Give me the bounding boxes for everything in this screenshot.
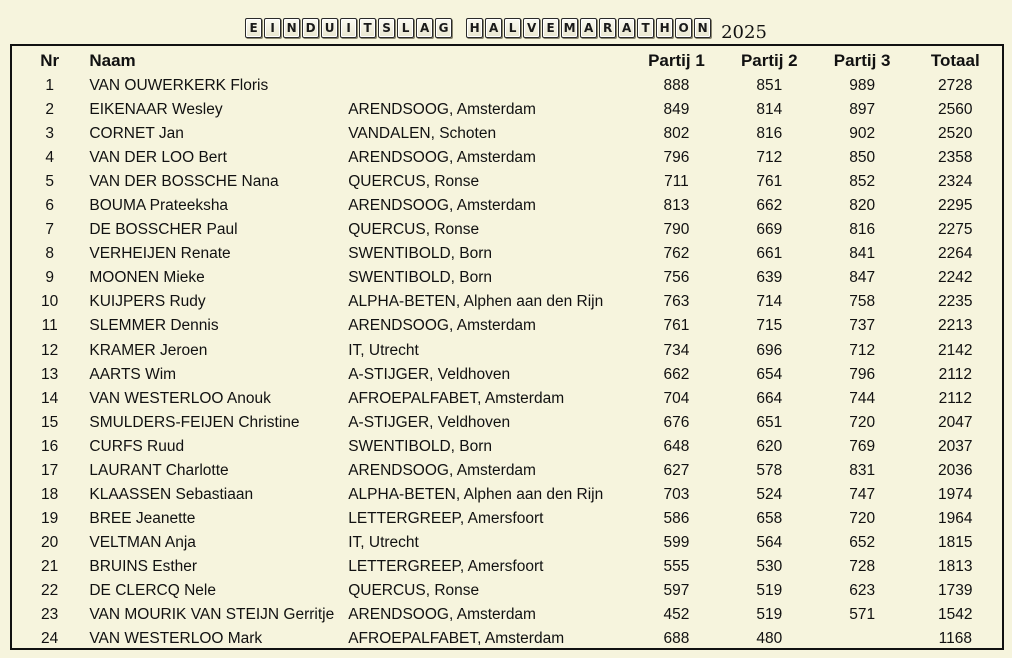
cell-nr: 16	[41, 437, 59, 455]
cell-totaal: 2235	[938, 293, 973, 311]
table-row	[12, 170, 1002, 194]
table-row	[12, 218, 1002, 242]
cell-p1: 849	[663, 101, 690, 119]
header-naam: Naam	[89, 51, 136, 70]
cell-p1: 627	[663, 461, 690, 479]
table-row	[12, 363, 1002, 387]
cell-p3: 820	[849, 197, 876, 215]
cell-p1: 796	[663, 149, 690, 167]
cell-totaal: 2036	[938, 461, 973, 479]
cell-naam: KRAMER Jeroen	[89, 341, 208, 359]
cell-totaal: 2560	[938, 101, 973, 119]
cell-p3: 989	[849, 77, 876, 95]
cell-naam: BRUINS Esther	[89, 557, 198, 575]
cell-club	[348, 74, 630, 98]
cell-totaal: 2142	[938, 341, 973, 359]
cell-club: ARENDSOOG, Amsterdam	[348, 101, 536, 119]
cell-naam: VAN DER BOSSCHE Nana	[89, 173, 279, 191]
cell-naam: KLAASSEN Sebastiaan	[89, 485, 254, 503]
title-letter-tile: A	[485, 18, 502, 38]
cell-p2: 715	[756, 317, 783, 335]
cell-p1: 813	[663, 197, 690, 215]
cell-p3: 897	[849, 101, 876, 119]
table-row	[12, 603, 1002, 627]
cell-totaal: 1739	[938, 582, 973, 599]
table-row	[12, 411, 1002, 435]
cell-nr: 20	[41, 533, 59, 551]
header-partij-2: Partij 2	[740, 51, 798, 70]
cell-p1: 790	[663, 221, 690, 239]
header-totaal: Totaal	[930, 51, 980, 70]
cell-p1: 662	[663, 365, 690, 383]
table-row	[12, 579, 1002, 603]
cell-naam: VERHEIJEN Renate	[89, 245, 231, 263]
cell-p1: 888	[663, 77, 690, 95]
cell-nr: 24	[41, 630, 59, 648]
cell-club: LETTERGREEP, Amersfoort	[348, 557, 544, 575]
cell-p1: 802	[663, 125, 690, 143]
cell-club: VANDALEN, Schoten	[348, 125, 497, 143]
cell-naam: BOUMA Prateeksha	[89, 197, 229, 215]
table-row	[12, 194, 1002, 218]
title-letter-tile: H	[656, 18, 673, 38]
title-letter-tile: E	[542, 18, 559, 38]
cell-p2: 814	[756, 101, 783, 119]
cell-club: AFROEPALFABET, Amsterdam	[348, 389, 565, 407]
title-word-2	[466, 18, 713, 38]
cell-p3: 744	[849, 389, 876, 407]
table-row	[12, 627, 1002, 651]
title-letter-tile: M	[561, 18, 578, 38]
cell-p3: 720	[849, 413, 876, 431]
cell-totaal: 2112	[938, 389, 972, 407]
cell-p1: 599	[663, 533, 690, 551]
table-row	[12, 555, 1002, 579]
cell-naam: DE BOSSCHER Paul	[89, 221, 238, 239]
cell-totaal: 2520	[938, 125, 973, 143]
cell-p2: 658	[756, 509, 783, 527]
title-letter-tile: G	[435, 18, 452, 38]
title-letter-tile: V	[523, 18, 540, 38]
cell-p1: 761	[663, 317, 690, 335]
title-letter-tile: I	[264, 18, 281, 38]
table-row	[12, 435, 1002, 459]
cell-p2: 669	[756, 221, 783, 239]
cell-p2: 664	[756, 389, 783, 407]
cell-naam: CURFS Ruud	[89, 437, 185, 455]
cell-nr: 13	[41, 365, 59, 383]
title-letter-tile: H	[466, 18, 483, 38]
title-word-1	[245, 18, 454, 38]
cell-naam: VAN MOURIK VAN STEIJN Gerritje	[89, 606, 335, 624]
cell-club: ALPHA-BETEN, Alphen aan den Rijn	[348, 485, 604, 503]
cell-club: SWENTIBOLD, Born	[348, 437, 493, 455]
cell-p2: 519	[756, 606, 783, 624]
cell-naam: SMULDERS-FEIJEN Christine	[89, 413, 300, 431]
cell-p1: 734	[663, 341, 690, 359]
cell-p1: 452	[663, 606, 690, 624]
cell-naam: KUIJPERS Rudy	[89, 293, 206, 311]
cell-p1: 597	[663, 582, 690, 599]
cell-totaal: 2264	[938, 245, 973, 263]
cell-p1: 711	[664, 173, 689, 191]
cell-p3: 852	[849, 173, 876, 191]
cell-nr: 17	[41, 461, 59, 479]
cell-p3: 728	[849, 557, 876, 575]
cell-totaal: 2213	[938, 317, 973, 335]
header-nr: Nr	[40, 51, 60, 70]
results-frame	[10, 44, 1004, 650]
cell-nr: 8	[45, 245, 54, 263]
cell-p2: 564	[756, 533, 783, 551]
cell-totaal: 1168	[938, 630, 972, 648]
cell-p3: 796	[849, 365, 876, 383]
cell-nr: 5	[45, 173, 54, 191]
cell-p3	[816, 627, 909, 651]
table-row	[12, 387, 1002, 411]
cell-nr: 6	[45, 197, 54, 215]
title-letter-tile: N	[694, 18, 711, 38]
cell-nr: 4	[45, 149, 54, 167]
table-row	[12, 507, 1002, 531]
cell-p1: 704	[663, 389, 690, 407]
cell-club: ARENDSOOG, Amsterdam	[348, 149, 536, 167]
cell-nr: 11	[41, 317, 58, 335]
table-row	[12, 146, 1002, 170]
cell-totaal: 1815	[938, 533, 973, 551]
title-letter-tile: T	[359, 18, 376, 38]
cell-totaal: 2242	[938, 269, 973, 287]
cell-p2: 480	[756, 630, 783, 648]
cell-nr: 1	[45, 77, 54, 95]
cell-p1: 555	[663, 557, 690, 575]
table-row	[12, 122, 1002, 146]
cell-p2: 524	[756, 485, 783, 503]
cell-p3: 758	[849, 293, 876, 311]
header-partij-1: Partij 1	[648, 51, 705, 70]
cell-naam: VAN OUWERKERK Floris	[89, 77, 269, 95]
table-row	[12, 339, 1002, 363]
table-row	[12, 531, 1002, 555]
title-letter-tile: D	[302, 18, 319, 38]
cell-p3: 652	[849, 533, 876, 551]
title-letter-tile: E	[245, 18, 262, 38]
cell-p2: 816	[756, 125, 783, 143]
cell-nr: 2	[45, 101, 54, 119]
cell-p3: 850	[849, 149, 876, 167]
header-club	[348, 48, 630, 74]
table-row	[12, 266, 1002, 290]
results-table	[12, 48, 1002, 651]
cell-naam: BREE Jeanette	[89, 509, 196, 527]
cell-nr: 10	[41, 293, 59, 311]
cell-club: ARENDSOOG, Amsterdam	[348, 461, 536, 479]
cell-p2: 620	[756, 437, 783, 455]
title-letter-tile: A	[580, 18, 597, 38]
cell-p2: 696	[756, 341, 783, 359]
cell-nr: 19	[41, 509, 59, 527]
cell-p1: 762	[663, 245, 690, 263]
table-row	[12, 74, 1002, 98]
cell-totaal: 2324	[938, 173, 973, 191]
title-letter-tile: U	[321, 18, 338, 38]
title-letter-tile: O	[675, 18, 692, 38]
cell-club: A-STIJGER, Veldhoven	[348, 413, 511, 431]
cell-p2: 661	[756, 245, 783, 263]
title-letter-tile: L	[397, 18, 414, 38]
title-letter-tile: L	[504, 18, 521, 38]
cell-nr: 12	[41, 341, 59, 359]
cell-totaal: 2275	[938, 221, 973, 239]
table-row	[12, 290, 1002, 314]
cell-club: ALPHA-BETEN, Alphen aan den Rijn	[348, 293, 604, 311]
cell-totaal: 1974	[938, 485, 973, 503]
cell-p1: 703	[663, 485, 690, 503]
cell-club: IT, Utrecht	[348, 533, 419, 551]
title-letter-tile: A	[618, 18, 635, 38]
cell-naam: MOONEN Mieke	[89, 269, 205, 287]
cell-p3: 623	[849, 582, 876, 599]
cell-club: QUERCUS, Ronse	[348, 582, 480, 599]
header-row	[12, 48, 1002, 74]
title-letter-tile: I	[340, 18, 357, 38]
cell-naam: AARTS Wim	[89, 365, 177, 383]
cell-totaal: 2112	[938, 365, 972, 383]
cell-club: LETTERGREEP, Amersfoort	[348, 509, 544, 527]
cell-p1: 688	[663, 630, 690, 648]
cell-p1: 756	[663, 269, 690, 287]
cell-nr: 3	[45, 125, 54, 143]
cell-club: QUERCUS, Ronse	[348, 221, 480, 239]
cell-p3: 841	[849, 245, 876, 263]
cell-totaal: 2037	[938, 437, 973, 455]
cell-naam: VAN WESTERLOO Mark	[89, 630, 263, 648]
cell-p3: 737	[849, 317, 876, 335]
cell-p2: 662	[756, 197, 783, 215]
cell-p2: 651	[756, 413, 783, 431]
title-letter-tile: T	[637, 18, 654, 38]
cell-club: A-STIJGER, Veldhoven	[348, 365, 511, 383]
cell-totaal: 2728	[938, 77, 973, 95]
cell-p2: 714	[756, 293, 783, 311]
cell-club: SWENTIBOLD, Born	[348, 245, 493, 263]
cell-p2: 851	[756, 77, 783, 95]
cell-club: SWENTIBOLD, Born	[348, 269, 493, 287]
cell-totaal: 1813	[938, 557, 973, 575]
title-letter-tile: A	[416, 18, 433, 38]
cell-nr: 21	[41, 557, 59, 575]
cell-club: IT, Utrecht	[348, 341, 419, 359]
cell-p3: 571	[849, 606, 876, 624]
cell-nr: 9	[45, 269, 54, 287]
table-row	[12, 242, 1002, 266]
cell-p3: 769	[849, 437, 876, 455]
cell-p3: 816	[849, 221, 876, 239]
cell-club: ARENDSOOG, Amsterdam	[348, 606, 536, 624]
cell-nr: 15	[41, 413, 59, 431]
cell-p1: 586	[663, 509, 690, 527]
cell-club: ARENDSOOG, Amsterdam	[348, 317, 536, 335]
cell-naam: EIKENAAR Wesley	[89, 101, 223, 119]
cell-totaal: 2358	[938, 149, 973, 167]
cell-p3: 720	[849, 509, 876, 527]
cell-naam: LAURANT Charlotte	[89, 461, 229, 479]
cell-nr: 22	[41, 582, 59, 599]
cell-p3: 831	[849, 461, 876, 479]
cell-p2: 712	[756, 149, 783, 167]
cell-p3: 747	[849, 485, 876, 503]
page-title	[0, 12, 1012, 43]
table-row	[12, 459, 1002, 483]
cell-totaal: 1964	[938, 509, 973, 527]
title-letter-tile: S	[378, 18, 395, 38]
cell-p3: 712	[849, 341, 876, 359]
cell-naam: VAN WESTERLOO Anouk	[89, 389, 271, 407]
cell-club: QUERCUS, Ronse	[348, 173, 480, 191]
cell-p3: 902	[849, 125, 876, 143]
cell-p2: 761	[756, 173, 783, 191]
cell-totaal: 1542	[938, 606, 973, 624]
cell-p2: 639	[756, 269, 783, 287]
title-letter-tile: N	[283, 18, 300, 38]
title-year: 2025	[721, 22, 767, 43]
cell-p1: 648	[663, 437, 690, 455]
cell-club: AFROEPALFABET, Amsterdam	[348, 630, 565, 648]
cell-totaal: 2047	[938, 413, 973, 431]
cell-club: ARENDSOOG, Amsterdam	[348, 197, 536, 215]
cell-p2: 654	[756, 365, 783, 383]
cell-p2: 519	[756, 582, 783, 599]
table-row	[12, 98, 1002, 122]
cell-nr: 7	[45, 221, 54, 239]
cell-naam: SLEMMER Dennis	[89, 317, 219, 335]
cell-naam: VAN DER LOO Bert	[89, 149, 227, 167]
cell-naam: VELTMAN Anja	[89, 533, 196, 551]
title-letter-tile: R	[599, 18, 616, 38]
cell-p1: 676	[663, 413, 690, 431]
header-partij-3: Partij 3	[833, 51, 891, 70]
cell-p3: 847	[849, 269, 876, 287]
cell-p2: 578	[756, 461, 783, 479]
cell-nr: 14	[41, 389, 59, 407]
cell-p2: 530	[756, 557, 783, 575]
table-row	[12, 483, 1002, 507]
cell-nr: 18	[41, 485, 59, 503]
cell-naam: DE CLERCQ Nele	[89, 582, 216, 599]
table-row	[12, 314, 1002, 338]
cell-naam: CORNET Jan	[89, 125, 184, 143]
cell-nr: 23	[41, 606, 59, 624]
cell-p1: 763	[663, 293, 690, 311]
cell-totaal: 2295	[938, 197, 973, 215]
